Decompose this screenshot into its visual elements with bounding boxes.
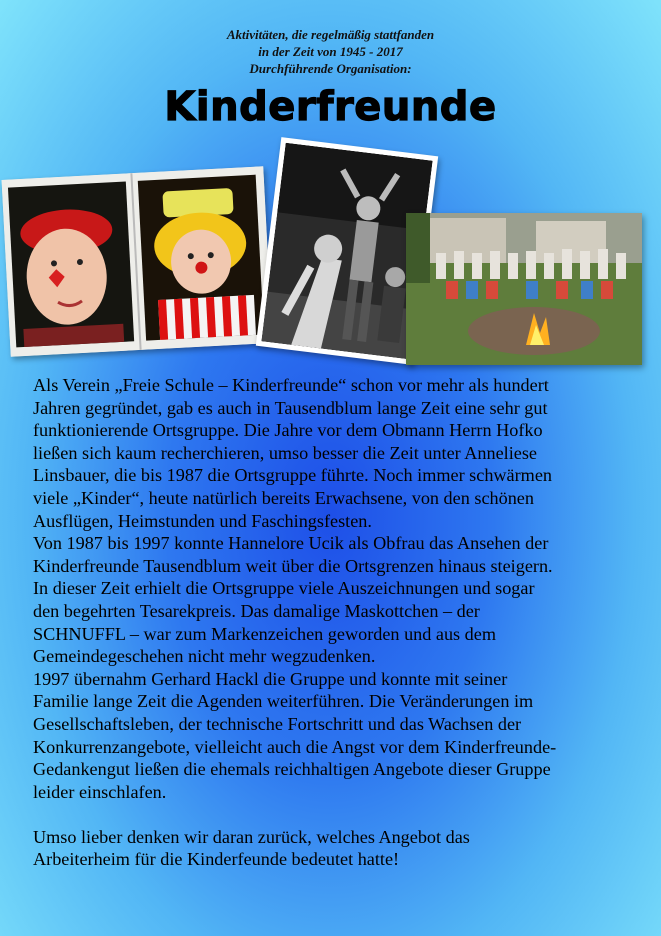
closing-line: Arbeiterheim für die Kinderfeunde bedeutet hatte! <box>33 849 400 870</box>
header <box>0 26 661 77</box>
text-line: Ausflügen, Heimstunden und Faschingsfesten. <box>33 510 372 531</box>
header-line-2: in der Zeit von 1945 - 2017 <box>258 44 403 59</box>
text-line: Gemeindegeschehen nicht mehr wegzudenken. <box>33 646 376 667</box>
text-line: In dieser Zeit erhielt die Ortsgruppe viele Auszeichnungen und sogar <box>33 578 535 599</box>
text-line: den begehrten Tesarekpreis. Das damalige Maskottchen – der <box>33 600 480 621</box>
text-line: ließen sich kaum recherchieren, umso besser die Zeit unter Anneliese <box>33 442 538 463</box>
text-line: leider einschlafen. <box>33 781 167 802</box>
text-line: Jahren gegründet, gab es auch in Tausendblum lange Zeit eine sehr gut <box>33 397 548 418</box>
closing-line: Umso lieber denken wir daran zurück, welches Angebot das <box>33 826 470 847</box>
header-line-1: Aktivitäten, die regelmäßig stattfanden <box>226 27 435 42</box>
text-line: SCHNUFFL – war zum Markenzeichen geworden und aus dem <box>33 623 496 644</box>
text-line: viele „Kinder“, heute natürlich bereits Erwachsene, von den schönen <box>33 487 534 508</box>
text-line: Konkurrenzangebote, vielleicht auch die Angst vor dem Kinderfreunde- <box>33 736 557 757</box>
text-line: Familie lange Zeit die Agenden weiterführen. Die Veränderungen im <box>33 691 534 712</box>
text-line: Gesellschaftsleben, der technische Fortschritt und das Wachsen der <box>33 713 522 734</box>
body-text <box>33 374 645 871</box>
text-line: funktionierende Ortsgruppe. Die Jahre vor dem Obmann Herrn Hofko <box>33 420 543 441</box>
text-line: Als Verein „Freie Schule – Kinderfreunde“ schon vor mehr als hundert <box>33 375 549 395</box>
text-line: Linsbauer, die bis 1987 die Ortsgruppe führte. Noch immer schwärmen <box>33 465 552 486</box>
photo-album-kids <box>2 166 273 356</box>
text-line: Gedankengut ließen die ehemals reichhaltigen Angebote dieser Gruppe <box>33 759 551 780</box>
paragraph-gap <box>33 803 645 826</box>
text-line: 1997 übernahm Gerhard Hackl die Gruppe und konnte mit seiner <box>33 668 508 689</box>
header-line-3: Durchführende Organisation: <box>249 61 412 76</box>
text-line: Von 1987 bis 1997 konnte Hannelore Ucik als Obfrau das Ansehen der <box>33 533 549 554</box>
text-line: Kinderfreunde Tausendblum weit über die Ortsgrenzen hinaus steigern. <box>33 555 553 576</box>
page-title: Kinderfreunde <box>164 84 497 130</box>
photo-campfire-group <box>406 213 642 365</box>
